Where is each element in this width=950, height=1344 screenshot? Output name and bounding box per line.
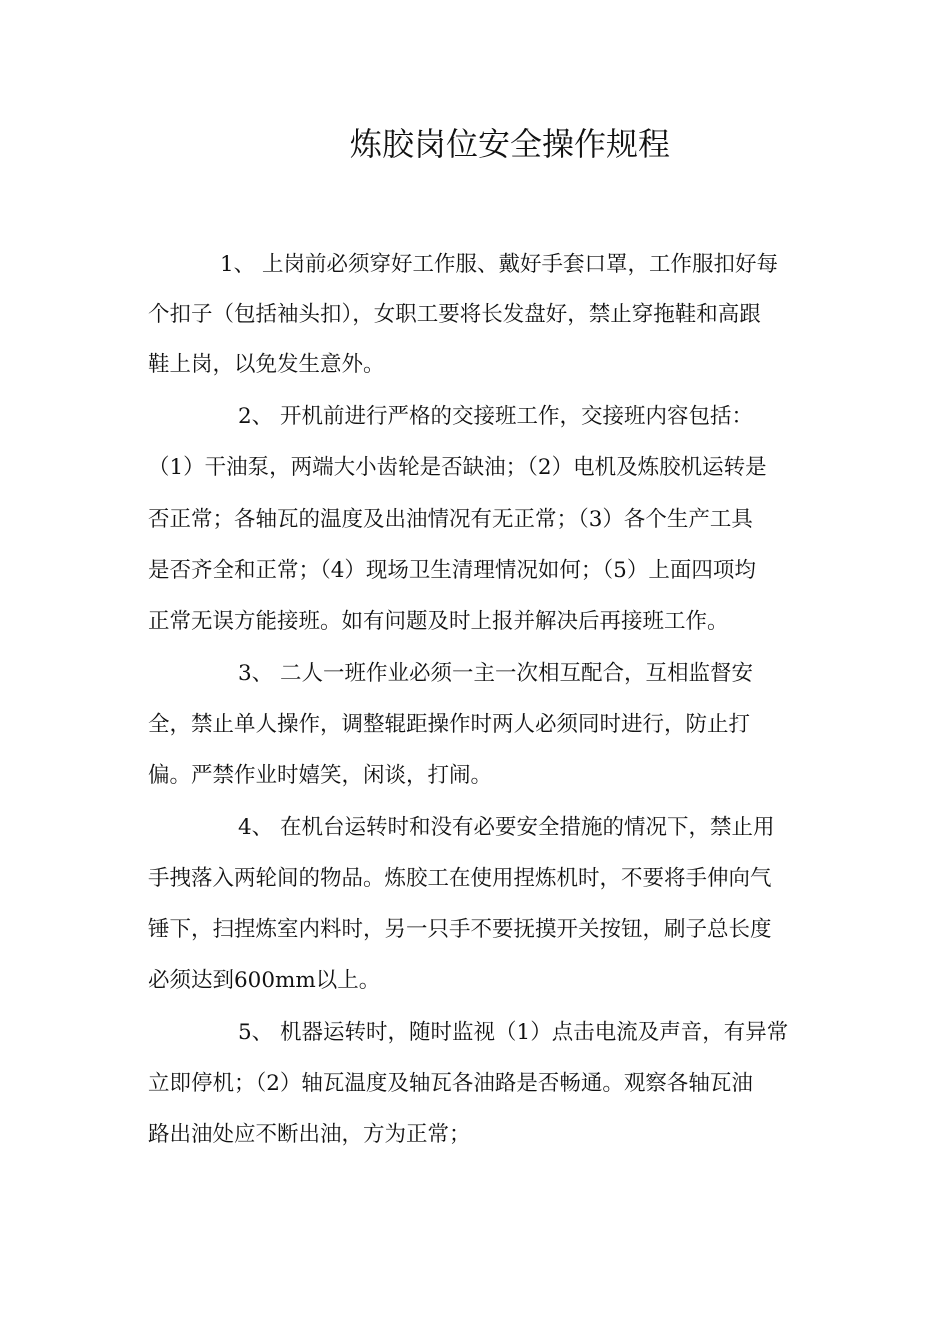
text-line: 4、 在机台运转时和没有必要安全措施的情况下，禁止用 (238, 815, 775, 840)
text-line: （1）干油泵，两端大小齿轮是否缺油；（2）电机及炼胶机运转是 (148, 455, 767, 480)
document-title: 炼胶岗位安全操作规程 (349, 125, 670, 163)
text-line: 手拽落入两轮间的物品。炼胶工在使用捏炼机时，不要将手伸向气 (148, 866, 772, 891)
text-line: 偏。严禁作业时嬉笑，闲谈，打闹。 (148, 763, 493, 788)
text-line: 否正常；各轴瓦的温度及出油情况有无正常；（3）各个生产工具 (148, 507, 753, 532)
text-line: 3、 二人一班作业必须一主一次相互配合，互相监督安 (238, 661, 754, 686)
text-line: 5、 机器运转时，随时监视（1）点击电流及声音，有异常 (238, 1020, 789, 1045)
text-line: 立即停机；（2）轴瓦温度及轴瓦各油路是否畅通。观察各轴瓦油 (148, 1071, 753, 1096)
text-line: 全，禁止单人操作，调整辊距操作时两人必须同时进行，防止打 (148, 712, 751, 737)
text-line: 鞋上岗，以免发生意外。 (148, 352, 385, 377)
text-line: 个扣子（包括袖头扣），女职工要将长发盘好，禁止穿拖鞋和高跟 (148, 302, 761, 327)
text-line: 路出油处应不断出油，方为正常； (148, 1122, 471, 1147)
text-line: 锤下，扫捏炼室内料时，另一只手不要抚摸开关按钮，刷子总长度 (148, 917, 772, 942)
text-line: 必须达到600mm以上。 (148, 968, 381, 993)
text-line: 是否齐全和正常；（4）现场卫生清理情况如何；（5）上面四项均 (148, 558, 756, 583)
text-line: 2、 开机前进行严格的交接班工作，交接班内容包括： (238, 404, 754, 429)
text-line: 1、 上岗前必须穿好工作服、戴好手套口罩，工作服扣好每 (220, 252, 779, 277)
text-line: 正常无误方能接班。如有问题及时上报并解决后再接班工作。 (148, 609, 729, 634)
